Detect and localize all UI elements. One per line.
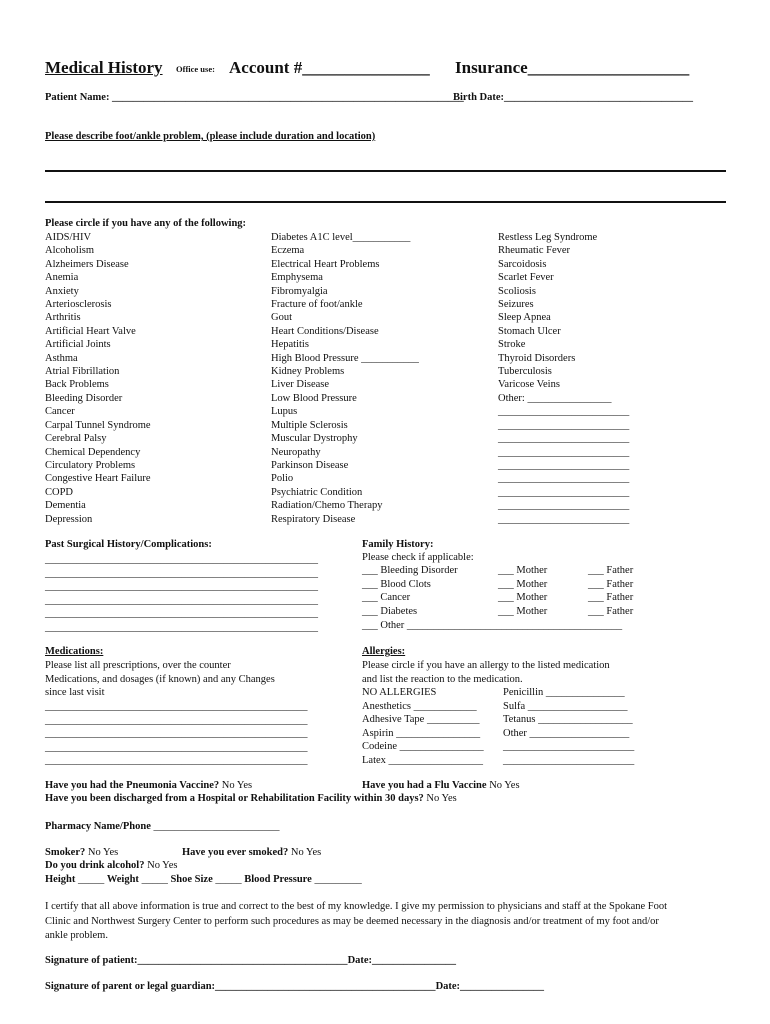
allergies-instruction-line: Please circle if you have an allergy to the listed medication [362,660,610,671]
conditions-heading: Please circle if you have any of the following: [45,218,247,229]
condition-item[interactable]: Bleeding Disorder [45,392,123,404]
pharmacy-line[interactable]: ________________________ [153,821,280,832]
condition-item[interactable]: Lupus [271,406,298,418]
family-condition[interactable]: ___ Cancer [362,592,411,604]
condition-item[interactable]: Kidney Problems [271,366,345,378]
conditions-col-2 [271,231,419,526]
condition-item[interactable]: COPD [45,486,74,498]
problem-prompt: Please describe foot/ankle problem, (please include duration and location) [45,131,376,142]
blood-pressure-field[interactable]: _________ [314,874,362,885]
medication-line[interactable]: __________________________________________________ [45,728,308,740]
family-father-check[interactable]: ___ Father [588,578,634,590]
condition-item[interactable]: Cancer [45,406,75,418]
family-mother-check[interactable]: ___ Mother [498,578,548,590]
condition-item[interactable]: Rheumatic Fever [498,245,571,257]
condition-item[interactable]: _________________________ [498,459,630,471]
surgical-line[interactable]: ____________________________________________________ [45,594,318,606]
discharged-question[interactable] [45,793,457,804]
condition-item[interactable]: Diabetes A1C level___________ [271,232,411,243]
condition-item[interactable]: Carpal Tunnel Syndrome [45,419,151,431]
certification-line: I certify that all above information is true and correct to the best of my knowledge. I give my permission to physicians and staff at the Spokane Foot [45,901,668,912]
condition-item[interactable]: Dementia [45,500,86,512]
patient-signature-row[interactable] [45,955,456,966]
certification-line: ankle problem. [45,930,108,941]
measurements-row[interactable] [45,874,362,885]
family-condition[interactable]: ___ Bleeding Disorder [362,565,458,576]
smoker-label: Smoker? [45,847,86,858]
family-mother-check[interactable]: ___ Mother [498,565,548,576]
height-field[interactable]: _____ [77,874,105,885]
alcohol-question[interactable] [45,860,177,871]
condition-item[interactable]: Asthma [45,352,78,364]
condition-item[interactable]: _________________________ [498,473,630,485]
condition-item[interactable]: Muscular Dystrophy [271,433,358,445]
medication-line[interactable]: __________________________________________________ [45,755,308,767]
family-condition[interactable]: ___ Blood Clots [362,578,431,590]
allergies-left[interactable] [362,686,484,768]
blood-pressure-label: Blood Pressure [244,874,312,885]
condition-item[interactable]: Artificial Heart Valve [45,325,136,337]
condition-item[interactable]: _________________________ [498,406,630,418]
condition-item[interactable]: Back Problems [45,379,109,391]
condition-item[interactable]: Liver Disease [271,379,330,391]
condition-item[interactable]: Congestive Heart Failure [45,473,151,485]
condition-item[interactable]: Varicose Veins [498,379,560,391]
condition-item[interactable]: _________________________ [498,513,630,525]
condition-item[interactable]: _________________________ [498,419,630,431]
pneumonia-options[interactable]: No Yes [221,780,253,791]
family-condition[interactable]: ___ Diabetes [362,605,418,617]
patient-date-field[interactable]: Date:________________ [347,955,457,966]
family-other[interactable]: ___ Other _________________________________________ [362,620,623,631]
condition-item[interactable]: Arthritis [45,312,81,324]
patient-name-field[interactable]: Patient Name: ___________________________________________________________________ [45,92,464,103]
smoked-options[interactable]: No Yes [290,847,322,858]
condition-item[interactable]: Alzheimers Disease [45,258,129,270]
family-heading: Family History: [362,539,434,550]
condition-item[interactable]: Anemia [45,272,79,284]
medications-instruction-line: Please list all prescriptions, over the counter [45,660,231,671]
condition-item[interactable]: Chemical Dependency [45,446,141,458]
condition-item[interactable]: Depression [45,513,93,525]
alcohol-options[interactable]: No Yes [147,860,178,871]
family-rows[interactable] [362,565,652,619]
allergy-item[interactable]: Adhesive Tape __________ [362,714,480,726]
condition-item[interactable]: Heart Conditions/Disease [271,325,379,337]
flu-options[interactable]: No Yes [489,780,520,791]
family-father-check[interactable]: ___ Father [588,605,634,617]
condition-item[interactable]: Respiratory Disease [271,513,356,525]
condition-item[interactable]: _________________________ [498,486,630,498]
office-use-label: Office use: [176,64,215,74]
condition-item[interactable]: _________________________ [498,446,630,458]
medications-instruction-line: Medications, and dosages (if known) and any Changes [45,673,275,685]
alcohol-label: Do you drink alcohol? [45,860,145,871]
condition-item[interactable]: _________________________ [498,500,630,512]
flu-label: Have you had a Flu Vaccine [362,780,487,791]
condition-item[interactable]: Arteriosclerosis [45,299,112,311]
account-field[interactable]: Account #_______________ [229,58,430,77]
family-row[interactable] [362,579,652,593]
medications-instruction-line: since last visit [45,687,105,699]
conditions-col-1 [45,231,151,526]
family-mother-check[interactable]: ___ Mother [498,605,548,617]
condition-item[interactable]: Radiation/Chemo Therapy [271,500,383,512]
pharmacy-label: Pharmacy Name/Phone [45,821,151,832]
problem-line-2[interactable] [45,201,726,203]
condition-item[interactable]: Fibromyalgia [271,285,328,297]
condition-item[interactable]: Eczema [271,245,305,257]
problem-line-1[interactable] [45,170,726,172]
surgical-line[interactable]: ____________________________________________________ [45,608,318,620]
surgical-heading: Past Surgical History/Complications: [45,539,212,550]
weight-label: Weight [106,874,139,885]
medications-instructions [45,659,275,700]
condition-item[interactable]: Emphysema [271,272,323,284]
condition-item[interactable]: Scarlet Fever [498,272,554,284]
allergy-item[interactable]: _________________________ [503,741,635,753]
condition-item[interactable]: Cerebral Palsy [45,433,107,445]
family-row[interactable] [362,592,652,606]
family-row[interactable] [362,565,652,579]
condition-item[interactable]: Other: ________________ [498,392,612,404]
condition-item[interactable]: Fracture of foot/ankle [271,299,363,311]
condition-item[interactable]: Low Blood Pressure [271,392,357,404]
surgical-line[interactable]: ____________________________________________________ [45,581,318,593]
condition-item[interactable]: Multiple Sclerosis [271,419,348,431]
height-label: Height [45,874,76,885]
condition-item[interactable]: Psychiatric Condition [271,486,363,498]
allergy-item[interactable]: Tetanus __________________ [503,714,633,726]
condition-item[interactable]: Tuberculosis [498,366,552,378]
medications-lines[interactable] [45,700,308,768]
form-title: Medical History [45,58,163,77]
allergy-item[interactable]: Latex __________________ [362,754,484,766]
condition-item[interactable]: Parkinson Disease [271,459,349,471]
surgical-lines[interactable] [45,553,318,635]
condition-item[interactable]: Gout [271,312,292,324]
allergy-item[interactable]: _________________________ [503,754,635,766]
allergy-item[interactable]: NO ALLERGIES [362,687,437,698]
condition-item[interactable]: Electrical Heart Problems [271,258,380,270]
condition-item[interactable]: Sarcoidosis [498,258,547,270]
pneumonia-label: Have you had the Pneumonia Vaccine? [45,780,220,791]
condition-item[interactable]: Hepatitis [271,339,309,351]
family-father-check[interactable]: ___ Father [588,565,634,576]
condition-item[interactable]: Alcoholism [45,245,94,257]
smoked-question[interactable] [182,847,321,858]
family-instruction: Please check if applicable: [362,552,474,563]
condition-item[interactable]: Stroke [498,339,526,351]
insurance-field[interactable]: Insurance___________________ [455,58,690,77]
allergy-item[interactable]: Anesthetics ____________ [362,700,477,712]
guardian-signature-field[interactable]: Signature of parent or legal guardian:__________________________________________ [45,981,436,992]
smoker-question[interactable] [45,847,118,858]
condition-item[interactable]: Scoliosis [498,285,536,297]
smoked-label: Have you ever smoked? [182,847,289,858]
medication-line[interactable]: __________________________________________________ [45,714,308,726]
condition-item[interactable]: Thyroid Disorders [498,352,576,364]
allergy-item[interactable]: Penicillin _______________ [503,687,625,698]
conditions-col-3 [498,231,629,526]
guardian-signature-row[interactable] [45,981,544,992]
certification-text [45,900,667,944]
pneumonia-question[interactable] [45,780,252,791]
shoe-size-label: Shoe Size [170,874,213,885]
pharmacy-field[interactable] [45,821,279,832]
condition-item[interactable]: Restless Leg Syndrome [498,232,598,243]
medications-heading: Medications: [45,646,104,657]
discharged-label: Have you been discharged from a Hospital or Rehabilitation Facility within 30 days? [45,793,424,804]
allergy-item[interactable]: Sulfa ___________________ [503,700,628,712]
medication-line[interactable]: __________________________________________________ [45,701,308,712]
condition-item[interactable]: High Blood Pressure ___________ [271,352,419,364]
allergies-heading: Allergies: [362,646,406,657]
flu-question[interactable] [362,780,520,791]
condition-item[interactable]: _________________________ [498,433,630,445]
condition-item[interactable]: Stomach Ulcer [498,325,561,337]
patient-signature-field[interactable]: Signature of patient:________________________________________ [45,955,348,966]
surgical-line[interactable]: ____________________________________________________ [45,621,318,633]
allergy-item[interactable]: Codeine ________________ [362,741,484,753]
family-row[interactable] [362,606,652,620]
condition-item[interactable]: Atrial Fibrillation [45,366,120,378]
condition-item[interactable]: Circulatory Problems [45,459,136,471]
allergies-right[interactable] [503,686,634,768]
allergy-item[interactable]: Aspirin ________________ [362,727,481,739]
guardian-date-field[interactable]: Date:________________ [435,981,545,992]
condition-item[interactable]: Polio [271,473,294,485]
certification-line: Clinic and Northwest Surgery Center to perform such procedures as may be deemed necessary in the diagnosis and/or treatment of my foot and/or [45,915,659,927]
condition-item[interactable]: Seizures [498,299,534,311]
condition-item[interactable]: Sleep Apnea [498,312,551,324]
condition-item[interactable]: Anxiety [45,285,79,297]
smoker-options[interactable]: No Yes [87,847,119,858]
allergy-item[interactable]: Other ___________________ [503,727,630,739]
condition-item[interactable]: Artificial Joints [45,339,111,351]
surgical-line[interactable]: ____________________________________________________ [45,567,318,579]
condition-item[interactable]: AIDS/HIV [45,232,92,243]
medication-line[interactable]: __________________________________________________ [45,741,308,753]
condition-item[interactable]: Neuropathy [271,446,321,458]
family-father-check[interactable]: ___ Father [588,592,634,604]
surgical-line[interactable]: ____________________________________________________ [45,554,318,565]
birth-date-field[interactable]: Birth Date:____________________________________ [453,92,694,103]
allergies-instructions [362,659,610,686]
discharged-options[interactable]: No Yes [426,793,457,804]
shoe-size-field[interactable]: _____ [215,874,242,885]
allergies-instruction-line: and list the reaction to the medication. [362,673,523,685]
weight-field[interactable]: _____ [141,874,168,885]
family-mother-check[interactable]: ___ Mother [498,592,548,604]
